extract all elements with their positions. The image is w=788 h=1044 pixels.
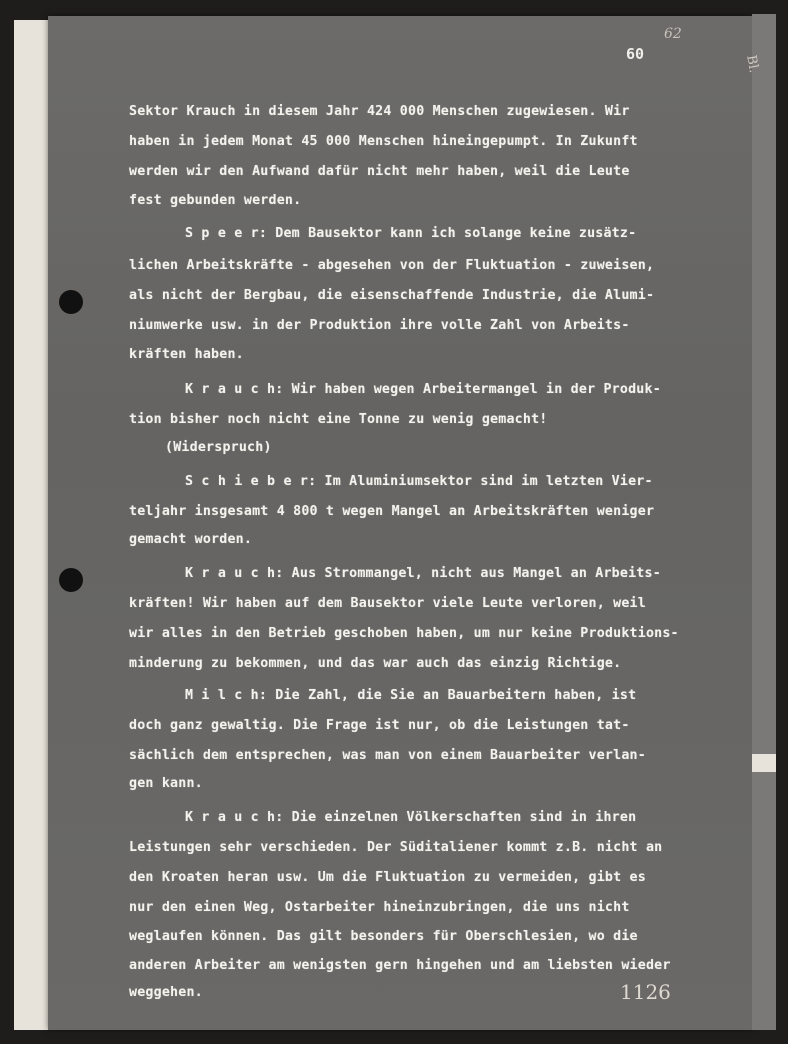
adjacent-page-strip — [743, 14, 776, 1030]
text-line: anderen Arbeiter am wenigsten gern hingehen und am liebsten wieder — [129, 958, 671, 973]
punch-hole — [59, 290, 83, 314]
text-line: (Widerspruch) — [165, 440, 272, 455]
text-line: doch ganz gewaltig. Die Frage ist nur, ob die Leistungen tat- — [129, 718, 630, 733]
text-line: tion bisher noch nicht eine Tonne zu wenig gemacht! — [129, 412, 548, 427]
archive-stamp-number: 1126 — [620, 980, 671, 1004]
text-line: den Kroaten heran usw. Um die Fluktuation zu vermeiden, gibt es — [129, 870, 646, 885]
text-line: K r a u c h: Die einzelnen Völkerschaften sind in ihren — [185, 810, 637, 825]
text-line: als nicht der Bergbau, die eisenschaffende Industrie, die Alumi- — [129, 288, 655, 303]
text-line: sächlich dem entsprechen, was man von einem Bauarbeiter verlan- — [129, 748, 646, 763]
text-line: K r a u c h: Wir haben wegen Arbeitermangel in der Produk- — [185, 382, 661, 397]
strip-divider — [752, 754, 776, 772]
text-line: wir alles in den Betrieb geschoben haben, um nur keine Produktions- — [129, 626, 679, 641]
text-line: fest gebunden werden. — [129, 193, 302, 208]
text-line: M i l c h: Die Zahl, die Sie an Bauarbeitern haben, ist — [185, 688, 637, 703]
text-line: niumwerke usw. in der Produktion ihre volle Zahl von Arbeits- — [129, 318, 630, 333]
text-line: haben in jedem Monat 45 000 Menschen hineingepumpt. In Zukunft — [129, 134, 638, 149]
text-line: S p e e r: Dem Bausektor kann ich solange keine zusätz- — [185, 226, 637, 241]
text-line: kräften! Wir haben auf dem Bausektor viele Leute verloren, weil — [129, 596, 646, 611]
text-line: weggehen. — [129, 985, 203, 1000]
page-number: 60 — [626, 45, 645, 63]
text-line: lichen Arbeitskräfte - abgesehen von der Fluktuation - zuweisen, — [129, 258, 655, 273]
text-line: weglaufen können. Das gilt besonders für Oberschlesien, wo die — [129, 929, 638, 944]
text-line: K r a u c h: Aus Strommangel, nicht aus Mangel an Arbeits- — [185, 566, 661, 581]
text-line: S c h i e b e r: Im Aluminiumsektor sind im letzten Vier- — [185, 474, 653, 489]
margin-note: Bl. — [743, 54, 762, 75]
text-line: nur den einen Weg, Ostarbeiter hineinzubringen, die uns nicht — [129, 900, 630, 915]
handwritten-page-number: 62 — [664, 26, 682, 42]
text-line: kräften haben. — [129, 347, 244, 362]
text-line: gen kann. — [129, 776, 203, 791]
text-line: teljahr insgesamt 4 800 t wegen Mangel an Arbeitskräften weniger — [129, 504, 655, 519]
punch-hole — [59, 568, 83, 592]
text-line: minderung zu bekommen, und das war auch das einzig Richtige. — [129, 656, 622, 671]
text-line: Sektor Krauch in diesem Jahr 424 000 Menschen zugewiesen. Wir — [129, 104, 630, 119]
text-line: werden wir den Aufwand dafür nicht mehr haben, weil die Leute — [129, 164, 630, 179]
text-line: Leistungen sehr verschieden. Der Süditaliener kommt z.B. nicht an — [129, 840, 663, 855]
text-line: gemacht worden. — [129, 532, 253, 547]
